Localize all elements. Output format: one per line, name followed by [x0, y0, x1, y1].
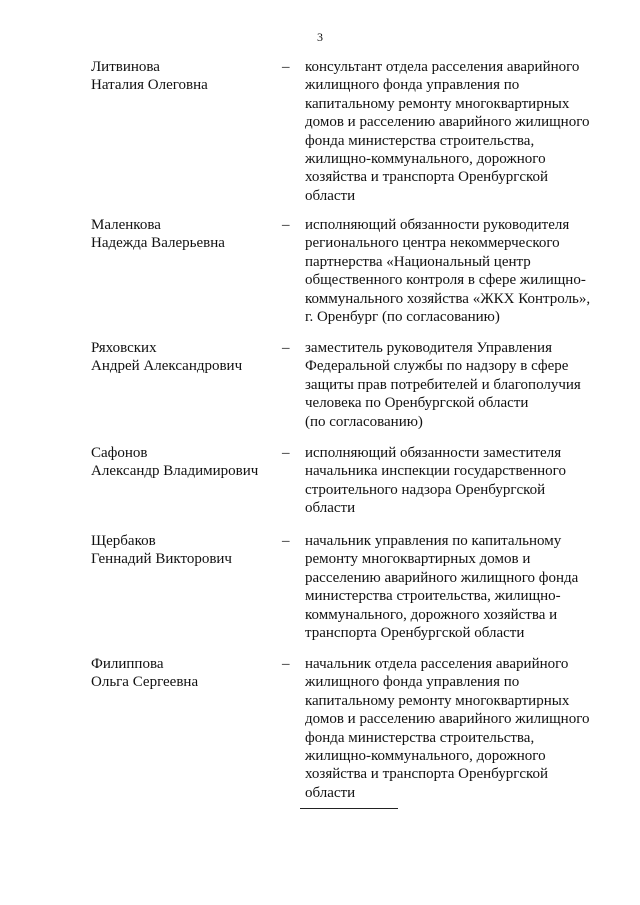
member-given-names: Надежда Валерьевна	[91, 235, 225, 252]
role-line: хозяйства и транспорта Оренбургской	[305, 766, 549, 783]
role-line: коммунального, дорожного хозяйства и	[305, 606, 558, 623]
role-line: жилищно-коммунального, дорожного	[305, 151, 546, 168]
separator-dash: –	[282, 656, 290, 672]
member-role	[305, 532, 605, 642]
member-role	[305, 655, 605, 802]
member-given-names: Геннадий Викторович	[91, 551, 232, 568]
separator-dash: –	[282, 59, 290, 75]
role-line: жилищного фонда управления по	[305, 77, 520, 94]
role-line: домов и расселению аварийного жилищного	[305, 711, 590, 728]
separator-dash: –	[282, 217, 290, 233]
role-line: капитальному ремонту многоквартирных	[305, 95, 570, 112]
role-line: начальника инспекции государственного	[305, 463, 566, 480]
member-surname: Сафонов	[91, 445, 148, 461]
member-surname: Щербаков	[91, 533, 156, 549]
role-line: исполняющий обязанности руководителя	[305, 217, 570, 233]
role-line: Федеральной службы по надзору в сфере	[305, 358, 569, 375]
member-given-names: Ольга Сергеевна	[91, 674, 199, 691]
role-line: заместитель руководителя Управления	[305, 340, 552, 356]
separator-dash: –	[282, 445, 290, 461]
member-name	[91, 444, 271, 481]
role-line: консультант отдела расселения аварийного	[305, 59, 580, 75]
role-line: коммунального хозяйства «ЖКХ Контроль»,	[305, 290, 591, 307]
role-line: регионального центра некоммерческого	[305, 235, 560, 252]
role-line: жилищного фонда управления по	[305, 674, 520, 691]
member-surname: Маленкова	[91, 217, 161, 233]
member-given-names: Андрей Александрович	[91, 358, 243, 375]
role-line: (по согласованию)	[305, 413, 423, 430]
role-line: начальник отдела расселения аварийного	[305, 656, 569, 672]
member-role	[305, 58, 605, 205]
role-line: области	[305, 500, 356, 517]
member-role	[305, 216, 605, 326]
member-surname: Филиппова	[91, 656, 164, 672]
role-line: защиты прав потребителей и благополучия	[305, 376, 581, 393]
member-given-names: Александр Владимирович	[91, 463, 259, 480]
role-line: области	[305, 784, 356, 801]
separator-dash: –	[282, 533, 290, 549]
role-line: начальник управления по капитальному	[305, 533, 562, 549]
member-surname: Ряховских	[91, 340, 157, 356]
role-line: транспорта Оренбургской области	[305, 625, 525, 642]
member-name	[91, 655, 271, 692]
member-name	[91, 532, 271, 569]
role-line: г. Оренбург (по согласованию)	[305, 309, 500, 326]
member-name	[91, 58, 271, 95]
role-line: исполняющий обязанности заместителя	[305, 445, 562, 461]
member-given-names: Наталия Олеговна	[91, 77, 208, 94]
role-line: партнерства «Национальный центр	[305, 253, 531, 270]
role-line: расселению аварийного жилищного фонда	[305, 569, 579, 586]
role-line: фонда министерства строительства,	[305, 729, 535, 746]
member-name	[91, 339, 271, 376]
role-line: министерства строительства, жилищно-	[305, 588, 561, 605]
member-name	[91, 216, 271, 253]
role-line: общественного контроля в сфере жилищно-	[305, 272, 586, 289]
page-number: 3	[317, 30, 323, 44]
member-role	[305, 339, 605, 431]
role-line: фонда министерства строительства,	[305, 132, 535, 149]
end-of-list-rule	[300, 808, 398, 809]
role-line: строительного надзора Оренбургской	[305, 481, 546, 498]
separator-dash: –	[282, 340, 290, 356]
role-line: хозяйства и транспорта Оренбургской	[305, 169, 549, 186]
role-line: капитальному ремонту многоквартирных	[305, 692, 570, 709]
role-line: жилищно-коммунального, дорожного	[305, 748, 546, 765]
member-role	[305, 444, 605, 518]
role-line: домов и расселению аварийного жилищного	[305, 114, 590, 131]
member-surname: Литвинова	[91, 59, 160, 75]
role-line: человека по Оренбургской области	[305, 395, 529, 412]
role-line: области	[305, 187, 356, 204]
role-line: ремонту многоквартирных домов и	[305, 551, 531, 568]
